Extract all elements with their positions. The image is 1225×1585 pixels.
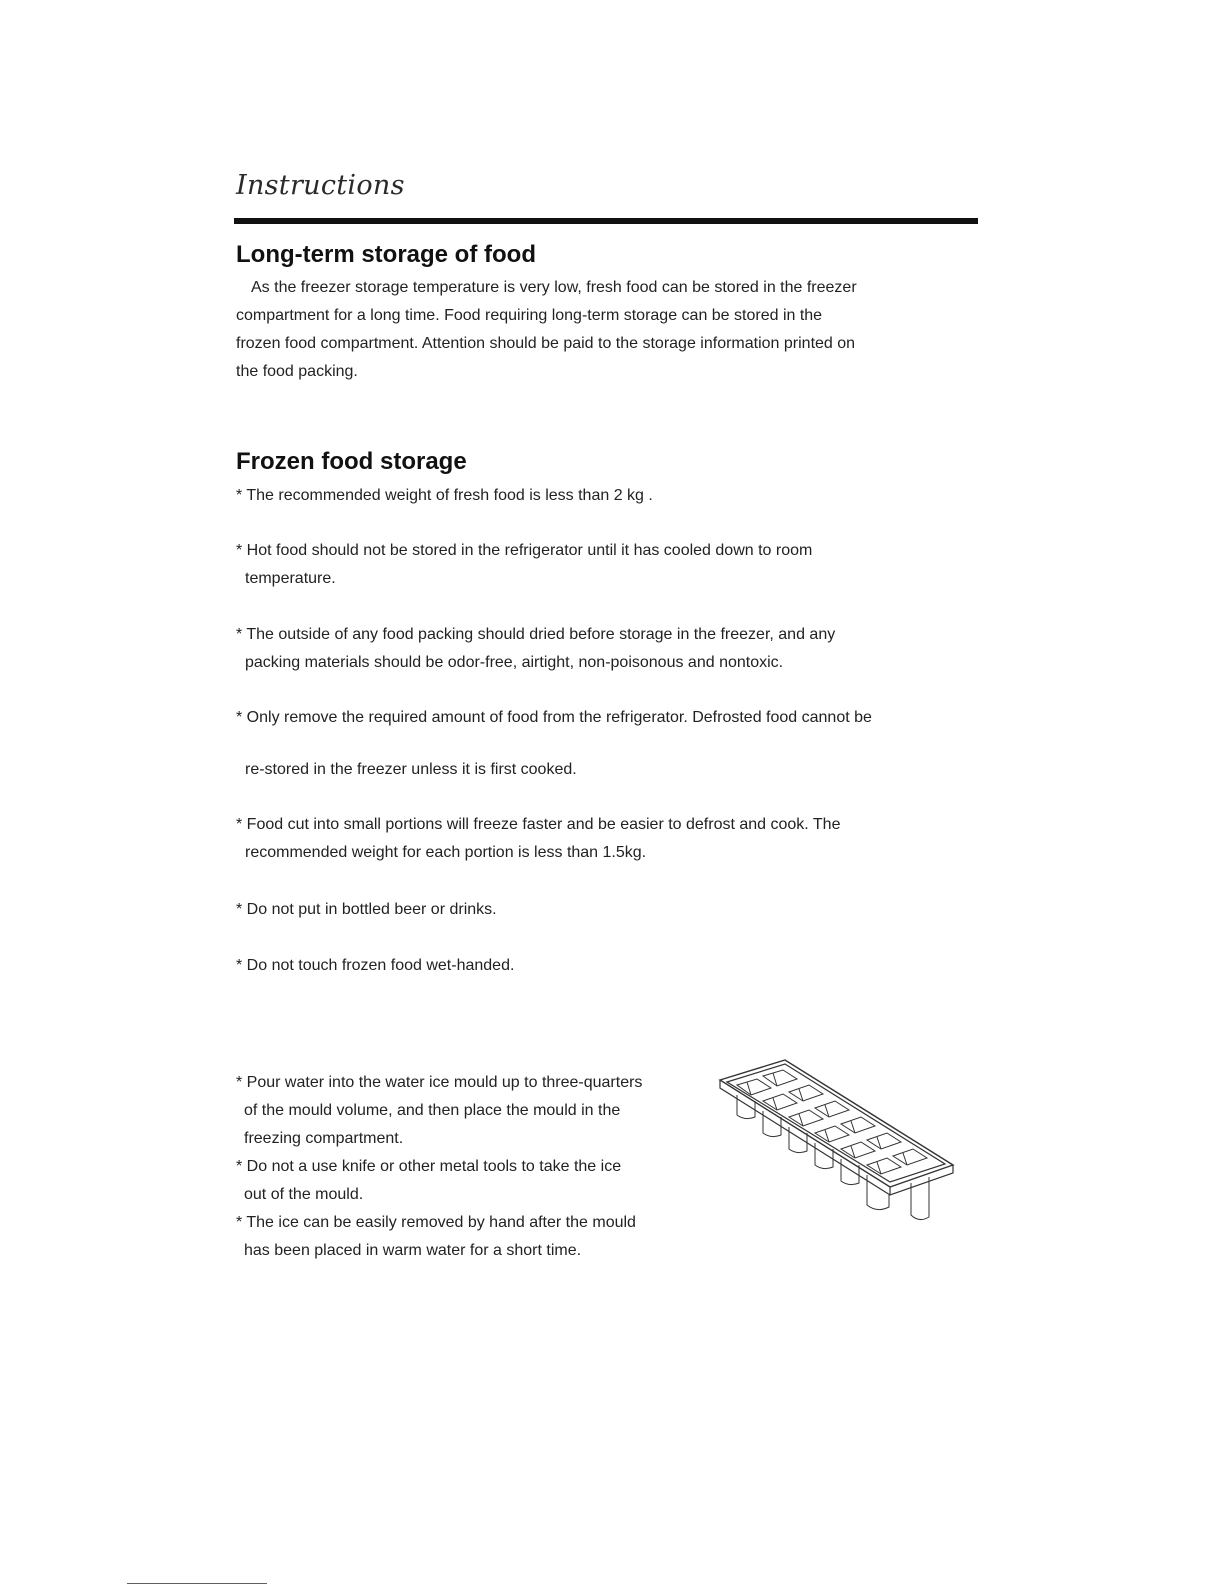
footer-link-underline bbox=[127, 1583, 267, 1584]
bullet-line: * The recommended weight of fresh food is less than 2 kg . bbox=[236, 487, 653, 504]
paragraph-line: compartment for a long time. Food requiring long-term storage can be stored in the bbox=[236, 307, 823, 324]
header-rule bbox=[234, 218, 978, 224]
bullet-line: * Pour water into the water ice mould up to three-quarters bbox=[236, 1074, 643, 1091]
bullet-line: * The ice can be easily removed by hand after the mould bbox=[236, 1214, 636, 1231]
paragraph-line: the food packing. bbox=[236, 363, 358, 380]
frozen-bullet-weight bbox=[236, 482, 986, 510]
frozen-bullet-packing bbox=[236, 621, 986, 677]
bullet-line: * Only remove the required amount of food from the refrigerator. Defrosted food cannot be bbox=[236, 709, 872, 726]
bullet-line: * The outside of any food packing should dried before storage in the freezer, and any bbox=[236, 626, 836, 643]
section-title-long-term: Long-term storage of food bbox=[236, 241, 536, 268]
ice-bullet-remove bbox=[236, 1209, 706, 1265]
paragraph-line: frozen food compartment. Attention should be paid to the storage information printed on bbox=[236, 335, 856, 352]
page-title: Instructions bbox=[236, 170, 405, 201]
bullet-line: temperature. bbox=[245, 570, 336, 587]
bullet-line: * Food cut into small portions will freeze faster and be easier to defrost and cook. The bbox=[236, 816, 841, 833]
bullet-line: recommended weight for each portion is less than 1.5kg. bbox=[245, 844, 647, 861]
bullet-line: freezing compartment. bbox=[244, 1130, 404, 1147]
long-term-paragraph bbox=[236, 274, 976, 386]
bullet-line: packing materials should be odor-free, airtight, non-poisonous and nontoxic. bbox=[245, 654, 784, 671]
ice-bullet-pour bbox=[236, 1069, 706, 1153]
ice-bullet-no-knife bbox=[236, 1153, 706, 1209]
frozen-bullet-defrost bbox=[236, 704, 986, 784]
frozen-bullet-wet-hands bbox=[236, 952, 986, 980]
bullet-line: * Do not touch frozen food wet-handed. bbox=[236, 957, 515, 974]
paragraph-line: As the freezer storage temperature is very low, fresh food can be stored in the freezer bbox=[251, 279, 857, 296]
section-title-frozen: Frozen food storage bbox=[236, 448, 467, 475]
frozen-bullet-hot-food bbox=[236, 537, 986, 593]
bullet-line: out of the mould. bbox=[244, 1186, 364, 1203]
bullet-line: * Hot food should not be stored in the refrigerator until it has cooled down to room bbox=[236, 542, 813, 559]
ice-cube-tray-icon bbox=[715, 1055, 960, 1240]
bullet-line: re-stored in the freezer unless it is first cooked. bbox=[245, 761, 577, 778]
bullet-line: * Do not put in bottled beer or drinks. bbox=[236, 901, 497, 918]
frozen-bullet-bottles bbox=[236, 896, 986, 924]
ice-instructions bbox=[236, 1069, 706, 1265]
bullet-line: * Do not a use knife or other metal tools to take the ice bbox=[236, 1158, 622, 1175]
frozen-bullet-portions bbox=[236, 811, 986, 867]
bullet-line: has been placed in warm water for a short time. bbox=[244, 1242, 582, 1259]
bullet-line: of the mould volume, and then place the mould in the bbox=[244, 1102, 621, 1119]
